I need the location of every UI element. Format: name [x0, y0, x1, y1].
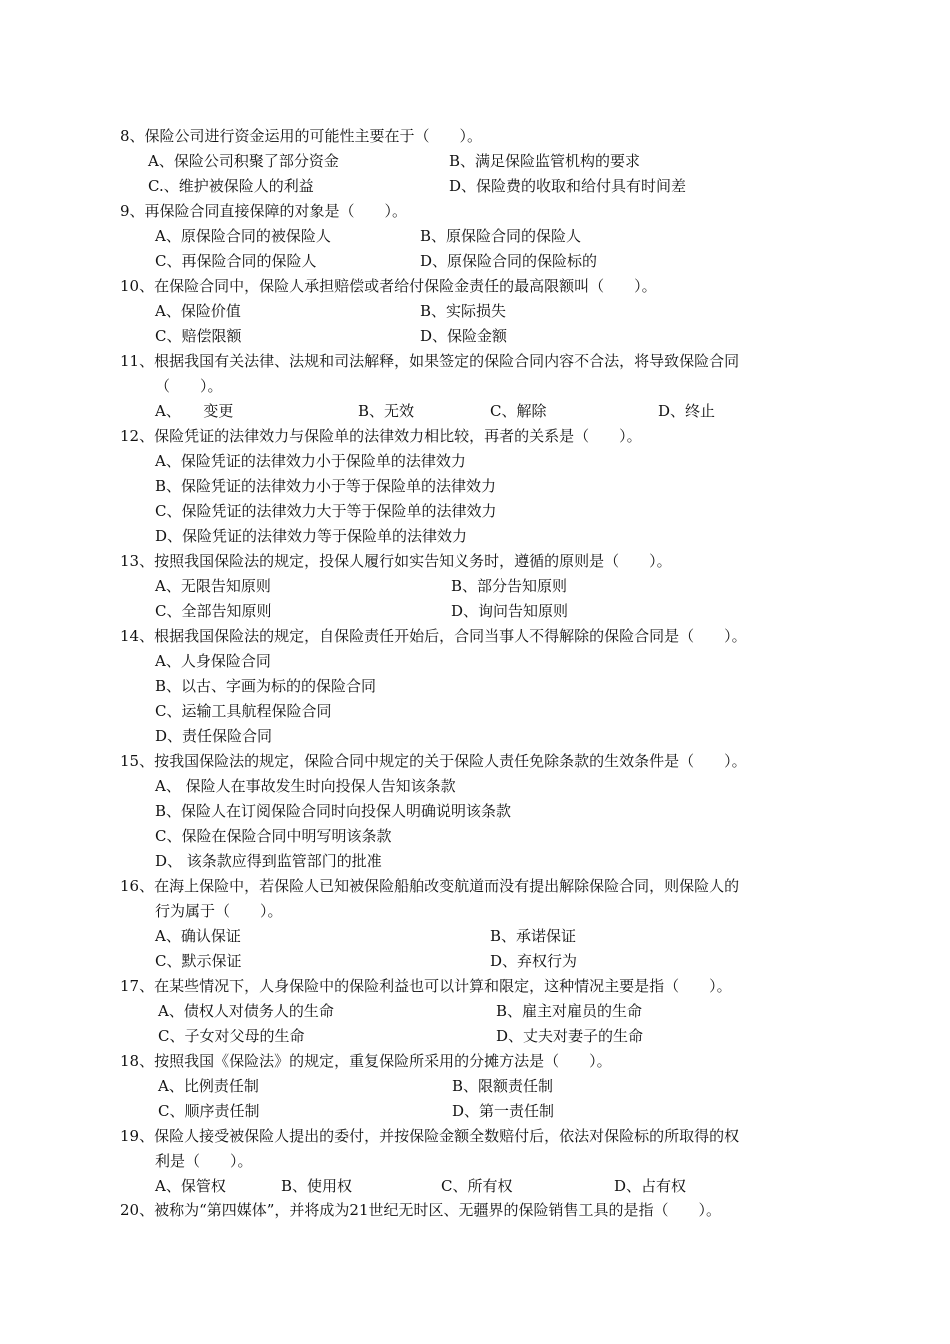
question-19-stem-continued: 利是（ ）。 [155, 1152, 253, 1170]
question-11-option-a: A、 变更 [155, 402, 234, 420]
question-12-stem: 12、保险凭证的法律效力与保险单的法律效力相比较，再者的关系是（ ）。 [120, 427, 642, 445]
question-14-option-c: C、运输工具航程保险合同 [155, 702, 332, 720]
question-14-option-b: B、以古、字画为标的的保险合同 [155, 677, 377, 695]
question-10-option-c: C、赔偿限额 [155, 327, 242, 345]
question-8-option-a: A、保险公司积聚了部分资金 [148, 152, 339, 170]
question-19-option-a: A、保管权 [155, 1177, 226, 1195]
question-13-stem: 13、按照我国保险法的规定，投保人履行如实告知义务时，遵循的原则是（ ）。 [120, 552, 672, 570]
question-16-stem-continued: 行为属于（ ）。 [155, 902, 283, 920]
question-10-stem: 10、在保险合同中，保险人承担赔偿或者给付保险金责任的最高限额叫（ ）。 [120, 277, 657, 295]
question-17-option-a: A、债权人对债务人的生命 [158, 1002, 334, 1020]
question-8-option-b: B、满足保险监管机构的要求 [449, 152, 641, 170]
question-18-stem: 18、按照我国《保险法》的规定，重复保险所采用的分摊方法是（ ）。 [120, 1052, 612, 1070]
question-17-stem: 17、在某些情况下，人身保险中的保险利益也可以计算和限定，这种情况主要是指（ ）。 [120, 977, 732, 995]
question-20-stem: 20、被称为“第四媒体”，并将成为21世纪无时区、无疆界的保险销售工具的是指（ ）。 [120, 1201, 722, 1219]
question-10-option-a: A、保险价值 [155, 302, 241, 320]
question-17-option-d: D、丈夫对妻子的生命 [496, 1027, 644, 1045]
question-9-option-a: A、原保险合同的被保险人 [155, 227, 331, 245]
question-10-option-d: D、保险金额 [420, 327, 508, 345]
question-11-stem-continued: （ ）。 [155, 377, 223, 395]
question-18-option-b: B、限额责任制 [452, 1077, 554, 1095]
question-16-option-b: B、承诺保证 [490, 927, 577, 945]
question-16-option-c: C、默示保证 [155, 952, 242, 970]
question-16-option-d: D、弃权行为 [490, 952, 578, 970]
question-10-option-b: B、实际损失 [420, 302, 507, 320]
question-12-option-d: D、保险凭证的法律效力等于保险单的法律效力 [155, 527, 468, 545]
question-8-stem: 8、保险公司进行资金运用的可能性主要在于（ ）。 [120, 127, 483, 145]
question-9-option-c: C、再保险合同的保险人 [155, 252, 317, 270]
question-9-stem: 9、再保险合同直接保障的对象是（ ）。 [120, 202, 408, 220]
question-11-option-d: D、终止 [658, 402, 716, 420]
question-13-option-b: B、部分告知原则 [451, 577, 568, 595]
question-18-option-a: A、比例责任制 [158, 1077, 259, 1095]
question-14-option-d: D、责任保险合同 [155, 727, 273, 745]
question-15-stem: 15、按我国保险法的规定，保险合同中规定的关于保险人责任免除条款的生效条件是（ ）。 [120, 752, 747, 770]
question-11-stem: 11、根据我国有关法律、法规和司法解释，如果签定的保险合同内容不合法，将导致保险合同 [120, 352, 740, 370]
question-12-option-b: B、保险凭证的法律效力小于等于保险单的法律效力 [155, 477, 497, 495]
question-16-option-a: A、确认保证 [155, 927, 241, 945]
question-8-option-c: C.、维护被保险人的利益 [148, 177, 314, 195]
question-9-option-d: D、原保险合同的保险标的 [420, 252, 598, 270]
question-18-option-d: D、第一责任制 [452, 1102, 555, 1120]
question-13-option-c: C、全部告知原则 [155, 602, 272, 620]
question-16-stem: 16、在海上保险中，若保险人已知被保险船舶改变航道而没有提出解除保险合同，则保险人的 [120, 877, 740, 895]
question-17-option-c: C、子女对父母的生命 [158, 1027, 305, 1045]
question-19-option-c: C、所有权 [441, 1177, 513, 1195]
question-19-stem: 19、保险人接受被保险人提出的委付，并按保险金额全数赔付后，依法对保险标的所取得的权 [120, 1127, 740, 1145]
question-12-option-a: A、保险凭证的法律效力小于保险单的法律效力 [155, 452, 466, 470]
question-13-option-a: A、无限告知原则 [155, 577, 271, 595]
question-19-option-d: D、占有权 [614, 1177, 687, 1195]
question-9-option-b: B、原保险合同的保险人 [420, 227, 582, 245]
question-15-option-a: A、 保险人在事故发生时向投保人告知该条款 [155, 777, 456, 795]
question-11-option-c: C、解除 [490, 402, 547, 420]
question-18-option-c: C、顺序责任制 [158, 1102, 260, 1120]
question-13-option-d: D、询问告知原则 [451, 602, 569, 620]
question-15-option-d: D、 该条款应得到监管部门的批准 [155, 852, 382, 870]
question-15-option-b: B、保险人在订阅保险合同时向投保人明确说明该条款 [155, 802, 512, 820]
question-14-stem: 14、根据我国保险法的规定，自保险责任开始后，合同当事人不得解除的保险合同是（ ）。 [120, 627, 747, 645]
question-14-option-a: A、人身保险合同 [155, 652, 271, 670]
question-17-option-b: B、雇主对雇员的生命 [496, 1002, 643, 1020]
question-15-option-c: C、保险在保险合同中明写明该条款 [155, 827, 392, 845]
question-11-option-b: B、无效 [358, 402, 415, 420]
question-12-option-c: C、保险凭证的法律效力大于等于保险单的法律效力 [155, 502, 497, 520]
question-8-option-d: D、保险费的收取和给付具有时间差 [449, 177, 687, 195]
question-19-option-b: B、使用权 [281, 1177, 353, 1195]
